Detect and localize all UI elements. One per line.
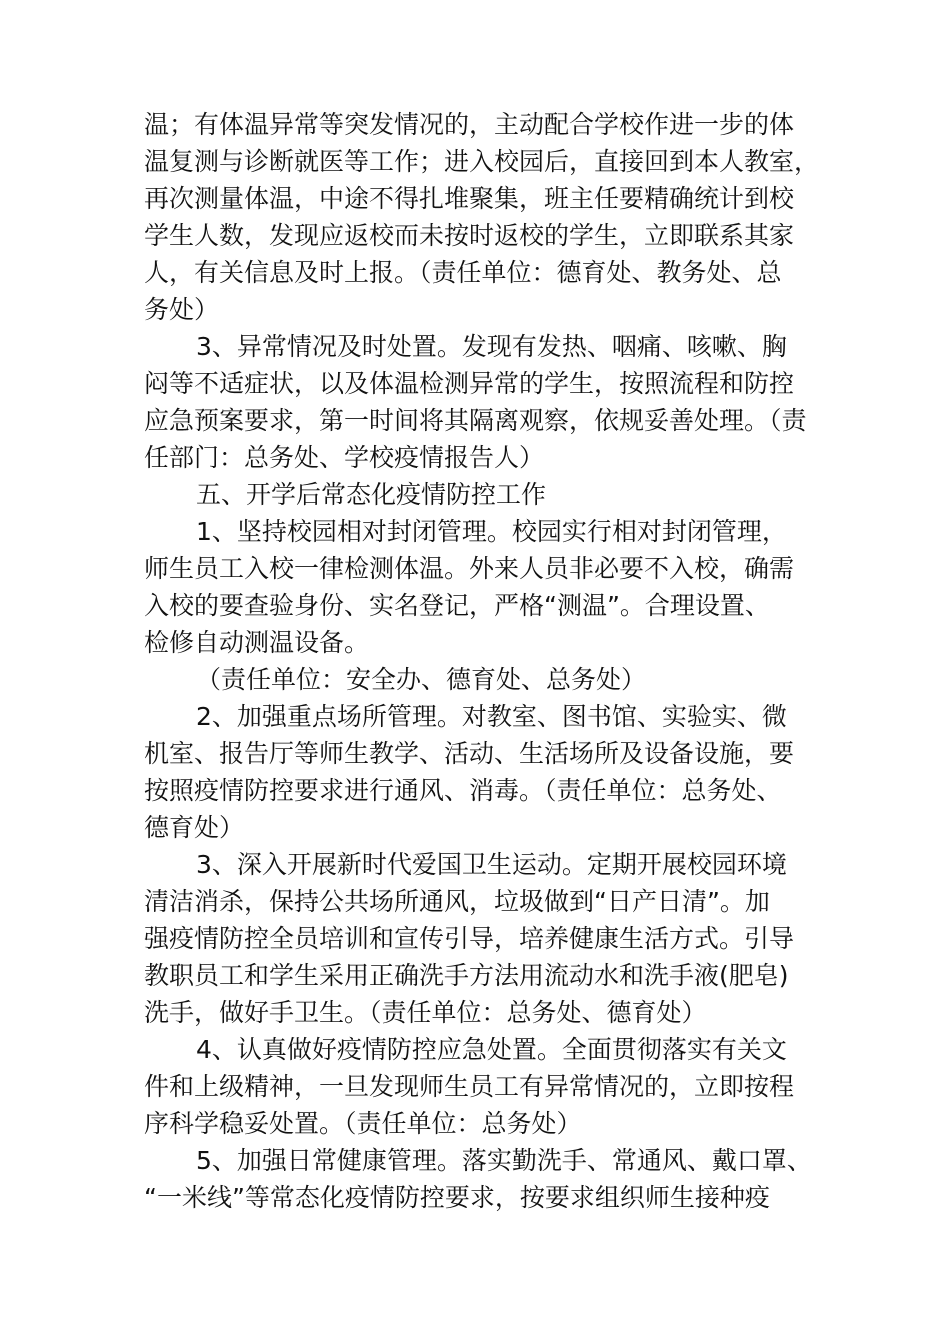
text-line: 温；有体温异常等突发情况的，主动配合学校作进一步的体 — [144, 110, 795, 139]
paragraph-start-line: 3、深入开展新时代爱国卫生运动。定期开展校园环境 — [196, 850, 787, 879]
paragraph-start-line: 2、加强重点场所管理。对教室、图书馆、实验实、微 — [196, 702, 787, 731]
text-line: “一米线”等常态化疫情防控要求，按要求组织师生接种疫 — [144, 1183, 770, 1212]
text-line: 洗手，做好手卫生。（责任单位：总务处、德育处） — [144, 998, 707, 1027]
text-line: 入校的要查验身份、实名登记，严格“测温”。合理设置、 — [144, 591, 770, 620]
text-line: 件和上级精神，一旦发现师生员工有异常情况的，立即按程 — [144, 1072, 795, 1101]
paragraph-start-line: 4、认真做好疫情防控应急处置。全面贯彻落实有关文 — [196, 1035, 787, 1064]
text-line: 再次测量体温，中途不得扎堆聚集，班主任要精确统计到校 — [144, 184, 795, 213]
text-line: 检修自动测温设备。 — [144, 628, 370, 657]
text-line: 任部门：总务处、学校疫情报告人） — [144, 443, 545, 472]
text-line: 温复测与诊断就医等工作；进入校园后，直接回到本人教室， — [144, 147, 820, 176]
document-body — [144, 106, 820, 1216]
text-line: 按照疫情防控要求进行通风、消毒。（责任单位：总务处、 — [144, 776, 782, 805]
text-line: 清洁消杀，保持公共场所通风，垃圾做到“日产日清”。加 — [144, 887, 770, 916]
text-line: 教职员工和学生采用正确洗手方法用流动水和洗手液(肥皂) — [144, 961, 789, 990]
responsibility-note: （责任单位：安全办、德育处、总务处） — [196, 665, 647, 694]
text-line: 人，有关信息及时上报。（责任单位：德育处、教务处、总 — [144, 258, 782, 287]
text-line: 序科学稳妥处置。（责任单位：总务处） — [144, 1109, 582, 1138]
text-line: 务处） — [144, 295, 220, 324]
text-line: 德育处） — [144, 813, 245, 842]
text-line: 强疫情防控全员培训和宣传引导，培养健康生活方式。引导 — [144, 924, 795, 953]
section-heading: 五、开学后常态化疫情防控工作 — [196, 480, 547, 509]
paragraph-start-line: 5、加强日常健康管理。落实勤洗手、常通风、戴口罩、 — [196, 1146, 812, 1175]
text-line: 应急预案要求，第一时间将其隔离观察，依规妥善处理。（责 — [144, 406, 807, 435]
text-line: 闷等不适症状，以及体温检测异常的学生，按照流程和防控 — [144, 369, 795, 398]
text-line: 机室、报告厅等师生教学、活动、生活场所及设备设施，要 — [144, 739, 795, 768]
text-line: 学生人数，发现应返校而未按时返校的学生，立即联系其家 — [144, 221, 795, 250]
paragraph-start-line: 3、异常情况及时处置。发现有发热、咽痛、咳嗽、胸 — [196, 332, 787, 361]
paragraph-start-line: 1、坚持校园相对封闭管理。校园实行相对封闭管理， — [196, 517, 787, 546]
text-line: 师生员工入校一律检测体温。外来人员非必要不入校，确需 — [144, 554, 795, 583]
